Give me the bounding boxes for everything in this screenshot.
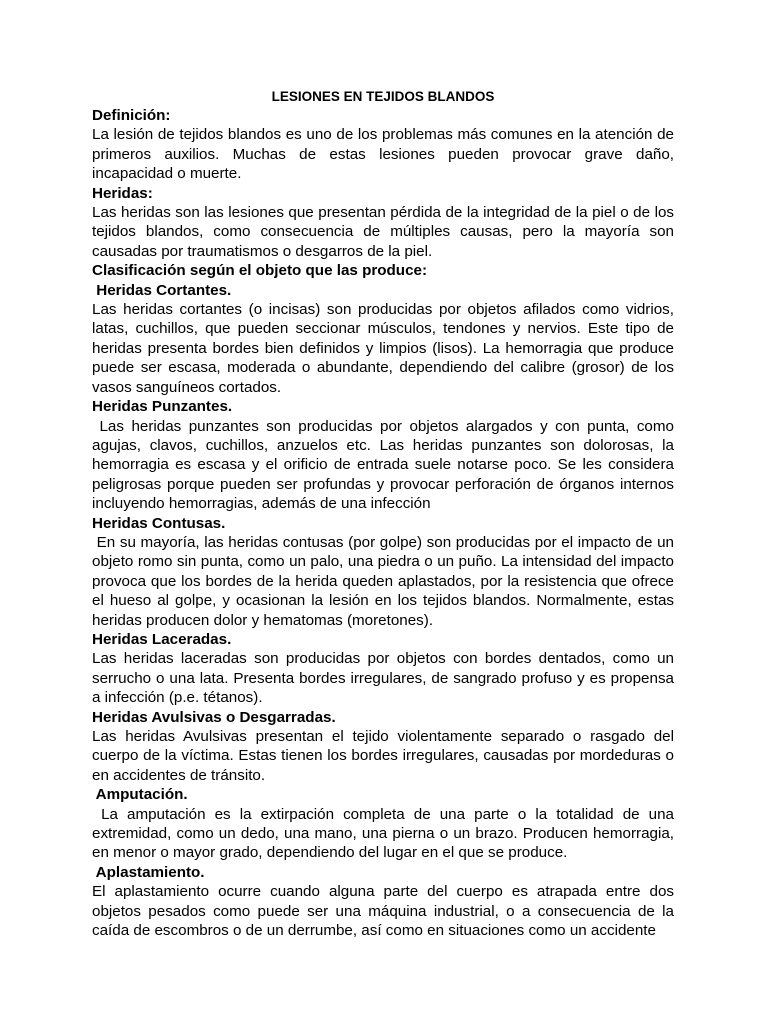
section-definicion (92, 106, 674, 184)
section-body: Las heridas son las lesiones que presentan pérdida de la integridad de la piel o de los tejidos blandos, como consecuencia de múltiples causas, pero la mayoría son causadas por traumatismos o desgarros de la piel. (92, 204, 674, 260)
section-heading: Aplastamiento. (92, 863, 205, 881)
section-heridas-laceradas (92, 630, 674, 708)
section-body: Las heridas Avulsivas presentan el tejido violentamente separado o rasgado del cuerpo de la víctima. Estas tienen los bordes irregulares, causadas por mordeduras o en accidentes de tránsito. (92, 728, 674, 784)
section-heridas-avulsivas (92, 708, 674, 786)
section-heading: Heridas Contusas. (92, 514, 226, 532)
section-amputacion (92, 785, 679, 863)
section-body: La amputación es la extirpación completa de una parte o la totalidad de una extremidad, como un dedo, una mano, una pierna o un brazo. Producen hemorragia, en menor o mayor grado, dependiendo del lugar en el que se produce. (92, 805, 679, 862)
section-heading: Heridas Cortantes. (92, 281, 232, 299)
section-heading: Definición: (92, 107, 171, 124)
document-title: LESIONES EN TEJIDOS BLANDOS (271, 89, 495, 104)
section-body: La lesión de tejidos blandos es uno de los problemas más comunes en la atención de primeros auxilios. Muchas de estas lesiones pueden provocar grave daño, incapacidad o muerte. (92, 126, 674, 183)
section-heridas-cortantes (92, 281, 674, 397)
section-heridas-contusas (92, 514, 679, 630)
section-body: Las heridas cortantes (o incisas) son producidas por objetos afilados como vidrios, latas, cuchillos, que pueden seccionar músculos, tendones y nervios. Este tipo de heridas presenta bordes bien definidos y limpios (lisos). La hemorragia que produce puede ser escasa, moderada o abundante, dependiendo del calibre (grosor) de los vasos sanguíneos cortados. (92, 301, 674, 396)
section-heading: Clasificación según el objeto que las produce: (92, 262, 428, 280)
section-heading: Amputación. (92, 786, 188, 804)
section-aplastamiento (92, 863, 674, 941)
section-body: El aplastamiento ocurre cuando alguna parte del cuerpo es atrapada entre dos objetos pesados como puede ser una máquina industrial, o a consecuencia de la caída de escombros o de un derrumbe, así como en situaciones como un accidente (92, 883, 674, 940)
section-body: Las heridas laceradas son producidas por objetos con bordes dentados, como un serrucho o una lata. Presenta bordes irregulares, de sangrado profuso y es propensa a infección (p.e. tétanos). (92, 650, 674, 707)
section-heading: Heridas Avulsivas o Desgarradas. (92, 708, 336, 726)
section-heridas (92, 184, 674, 262)
section-heading: Heridas Punzantes. (92, 398, 233, 416)
section-heading: Heridas: (92, 184, 153, 202)
document-page (92, 87, 679, 940)
section-clasificacion (92, 261, 674, 280)
section-body: En su mayoría, las heridas contusas (por golpe) son producidas por el impacto de un objeto romo sin punta, como un palo, una piedra o un puño. La intensidad del impacto provoca que los bordes de la herida queden aplastados, por la resistencia que ofrece el hueso al golpe, y ocasionan la lesión en los tejidos blandos. Normalmente, estas heridas producen dolor y hematomas (moretones). (92, 533, 679, 629)
section-heridas-punzantes (92, 397, 679, 513)
section-body: Las heridas punzantes son producidas por objetos alargados y con punta, como agujas, clavos, cuchillos, anzuelos etc. Las heridas punzantes son dolorosas, la hemorragia es escasa y el orificio de entrada suele notarse poco. Se les considera peligrosas porque pueden ser profundas y provocar perforación de órganos internos incluyendo hemorragias, además de una infección (92, 417, 679, 513)
section-heading: Heridas Laceradas. (92, 630, 232, 648)
